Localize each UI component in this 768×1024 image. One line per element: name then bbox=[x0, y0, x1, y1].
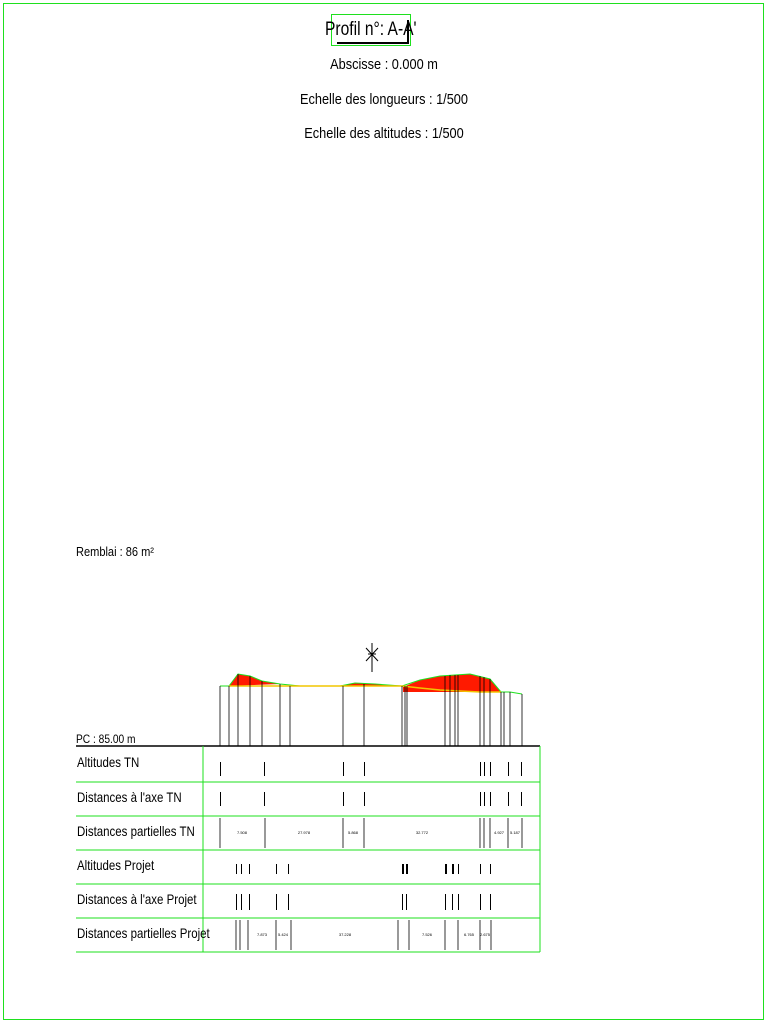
axis-marker-icon bbox=[366, 643, 378, 672]
projet-partial-value: 5.424 bbox=[277, 932, 289, 937]
profile-title: Profil n°: A-A' bbox=[325, 19, 417, 40]
projet-partial-value: 7.873 bbox=[256, 932, 268, 937]
tn-partial-value: 4.927 bbox=[493, 830, 505, 835]
row-label-distances-partielles-tn: Distances partielles TN bbox=[77, 823, 195, 839]
projet-partial-value: 6.765 bbox=[463, 932, 475, 937]
row-label-distances-partielles-projet: Distances partielles Projet bbox=[77, 925, 210, 941]
abscisse-text: Abscisse : 0.000 m bbox=[330, 56, 438, 73]
projet-partial-values bbox=[257, 932, 491, 937]
row-label-distances-axe-tn: Distances à l'axe TN bbox=[77, 789, 182, 805]
tn-partial-value: 27.978 bbox=[297, 830, 311, 835]
length-scale-text: Echelle des longueurs : 1/500 bbox=[299, 91, 468, 108]
tn-partial-separators bbox=[220, 818, 522, 848]
tn-partial-value: 7.508 bbox=[236, 830, 248, 835]
remblai-text: Remblai : 86 m² bbox=[76, 544, 154, 559]
row-label-altitudes-projet: Altitudes Projet bbox=[77, 857, 155, 873]
table-grid bbox=[76, 746, 540, 952]
altitude-scale-text: Echelle des altitudes : 1/500 bbox=[304, 125, 464, 142]
projet-partial-separators bbox=[236, 920, 491, 950]
projet-partial-value: 37.228 bbox=[338, 932, 352, 937]
row-label-distances-axe-projet: Distances à l'axe Projet bbox=[77, 891, 197, 907]
tn-partial-value: 5.187 bbox=[509, 830, 521, 835]
tn-partial-values bbox=[237, 830, 521, 835]
pc-text: PC : 85.00 m bbox=[76, 732, 136, 746]
tn-partial-value: 5.868 bbox=[347, 830, 359, 835]
projet-partial-value: 2.675 bbox=[479, 932, 491, 937]
remblai-area-right bbox=[403, 674, 501, 692]
projet-partial-value: 7.526 bbox=[421, 932, 433, 937]
tn-partial-value: 32.772 bbox=[415, 830, 429, 835]
row-label-altitudes-tn: Altitudes TN bbox=[77, 754, 140, 770]
